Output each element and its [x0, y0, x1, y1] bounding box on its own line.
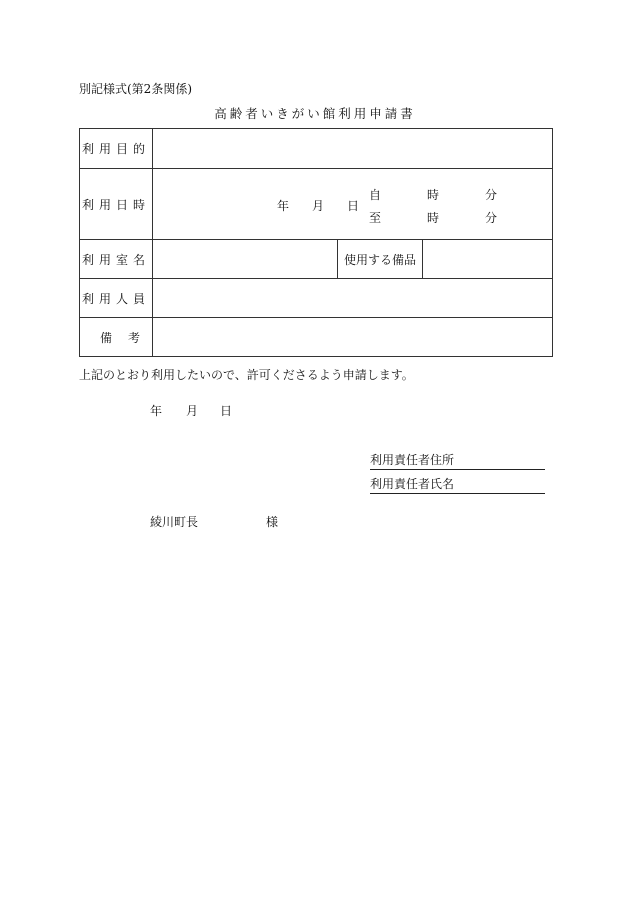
remarks-field[interactable]	[153, 318, 553, 357]
time-to-label: 至	[369, 211, 382, 225]
datetime-row	[80, 169, 553, 240]
applicant-address-line[interactable]	[370, 451, 545, 470]
time-from-minute-unit: 分	[485, 188, 498, 202]
remarks-row	[80, 318, 553, 357]
date-month-unit: 月	[312, 199, 325, 213]
room-row	[80, 240, 553, 279]
date-year-unit: 年	[277, 199, 290, 213]
equipment-field[interactable]	[423, 240, 553, 279]
remarks-label-char-1: 備	[100, 330, 113, 345]
app-date-day-unit: 日	[220, 404, 233, 418]
time-from-label: 自	[369, 188, 382, 202]
people-field[interactable]	[153, 279, 553, 318]
purpose-field[interactable]	[153, 129, 553, 169]
datetime-label: 利用日時	[80, 169, 153, 240]
document-title: 高齢者いきがい館利用申請書	[214, 106, 416, 121]
purpose-row	[80, 129, 553, 169]
form-reference: 別記様式(第2条関係)	[79, 82, 192, 96]
applicant-name-label: 利用責任者氏名	[370, 477, 455, 491]
purpose-label: 利用目的	[80, 129, 153, 169]
addressee	[150, 513, 278, 530]
applicant-name-line[interactable]	[370, 475, 545, 494]
app-date-month-unit: 月	[186, 404, 199, 418]
time-to-minute-unit: 分	[485, 211, 498, 225]
datetime-field[interactable]	[153, 169, 553, 240]
addressee-honorific: 様	[266, 515, 279, 529]
addressee-name: 綾川町長	[150, 515, 199, 529]
date-day-unit: 日	[347, 199, 360, 213]
request-statement: 上記のとおり利用したいので、許可くださるよう申請します。	[79, 368, 414, 382]
time-to-hour-unit: 時	[427, 211, 440, 225]
time-from-hour-unit: 時	[427, 188, 440, 202]
remarks-label-char-2: 考	[127, 330, 140, 345]
remarks-label	[80, 318, 153, 357]
app-date-year-unit: 年	[150, 404, 163, 418]
people-label: 利用人員	[80, 279, 153, 318]
applicant-address-label: 利用責任者住所	[370, 453, 455, 467]
application-date	[150, 402, 232, 419]
people-row	[80, 279, 553, 318]
equipment-label: 使用する備品	[338, 240, 423, 279]
room-field[interactable]	[153, 240, 338, 279]
room-label: 利用室名	[80, 240, 153, 279]
application-form-table	[79, 128, 553, 357]
